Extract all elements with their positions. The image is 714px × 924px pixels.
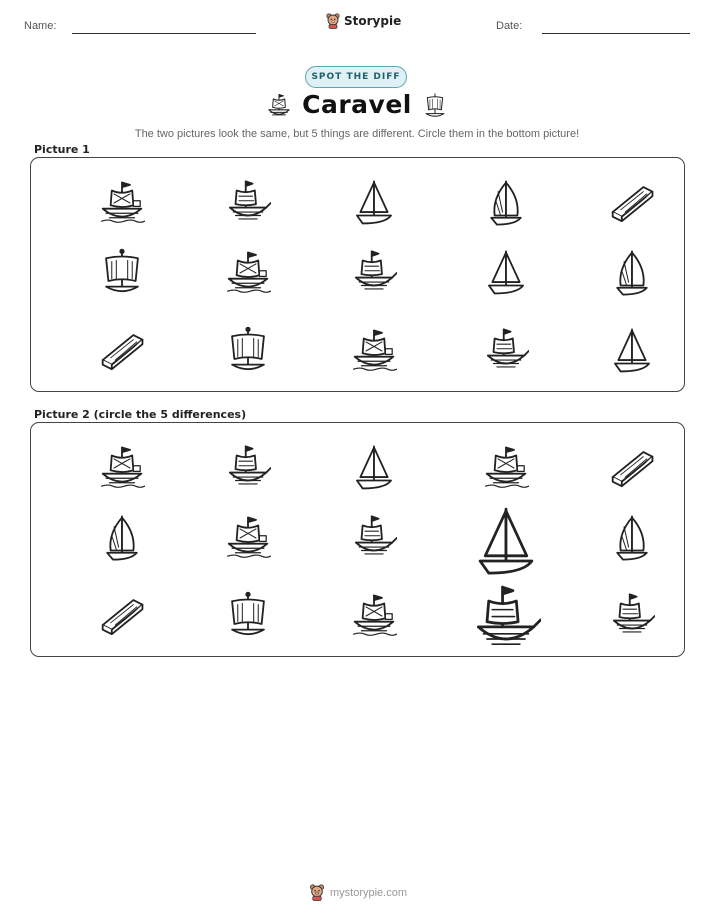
name-line[interactable] [72,33,256,34]
instructions: The two pictures look the same, but 5 things are different. Circle them in the bottom picture! [134,128,580,140]
caravel-icon[interactable] [483,443,529,493]
sailboat-icon[interactable] [351,443,397,493]
footer [309,884,407,901]
square-sail-ship-icon [422,92,448,120]
sailboat-icon [609,326,655,376]
square-sail-ship-icon[interactable] [225,591,271,641]
brand-logo [326,13,401,29]
ship-icon [483,326,529,376]
striped-sailboat-icon [483,178,529,228]
page-title: Caravel [302,90,412,119]
bear-icon [309,884,325,901]
bear-icon [326,13,340,29]
picture1-panel [30,157,685,392]
name-label: Name: [24,20,57,32]
ship-icon [351,248,397,298]
picture1-label: Picture 1 [34,143,90,156]
caravel-icon [99,178,145,228]
caravel-icon[interactable] [225,513,271,563]
sailboat-icon [483,248,529,298]
caravel-icon[interactable] [351,591,397,641]
date-line[interactable] [542,33,690,34]
square-sail-ship-icon [99,248,145,298]
striped-sailboat-icon[interactable] [99,513,145,563]
ship-icon[interactable] [351,513,397,563]
striped-sailboat-icon [609,248,655,298]
plank-icon [609,178,655,228]
large-sailboat-icon[interactable] [471,504,541,580]
square-sail-ship-icon [225,326,271,376]
ship-icon[interactable] [225,443,271,493]
brand-name: Storypie [344,14,402,28]
sailboat-icon [351,178,397,228]
picture2-label: Picture 2 (circle the 5 differences) [34,408,247,421]
ship-icon [225,178,271,228]
spot-the-diff-badge: SPOT THE DIFF [305,66,407,88]
striped-sailboat-icon[interactable] [609,513,655,563]
plank-icon [99,326,145,376]
caravel-icon [351,326,397,376]
plank-icon[interactable] [609,443,655,493]
large-ship-icon[interactable] [471,582,541,658]
plank-icon[interactable] [99,591,145,641]
caravel-icon[interactable] [99,443,145,493]
footer-url: mystorypie.com [330,886,408,899]
picture2-panel[interactable] [30,422,685,657]
caravel-icon [225,248,271,298]
date-label: Date: [496,20,523,32]
ship-icon[interactable] [609,591,655,641]
